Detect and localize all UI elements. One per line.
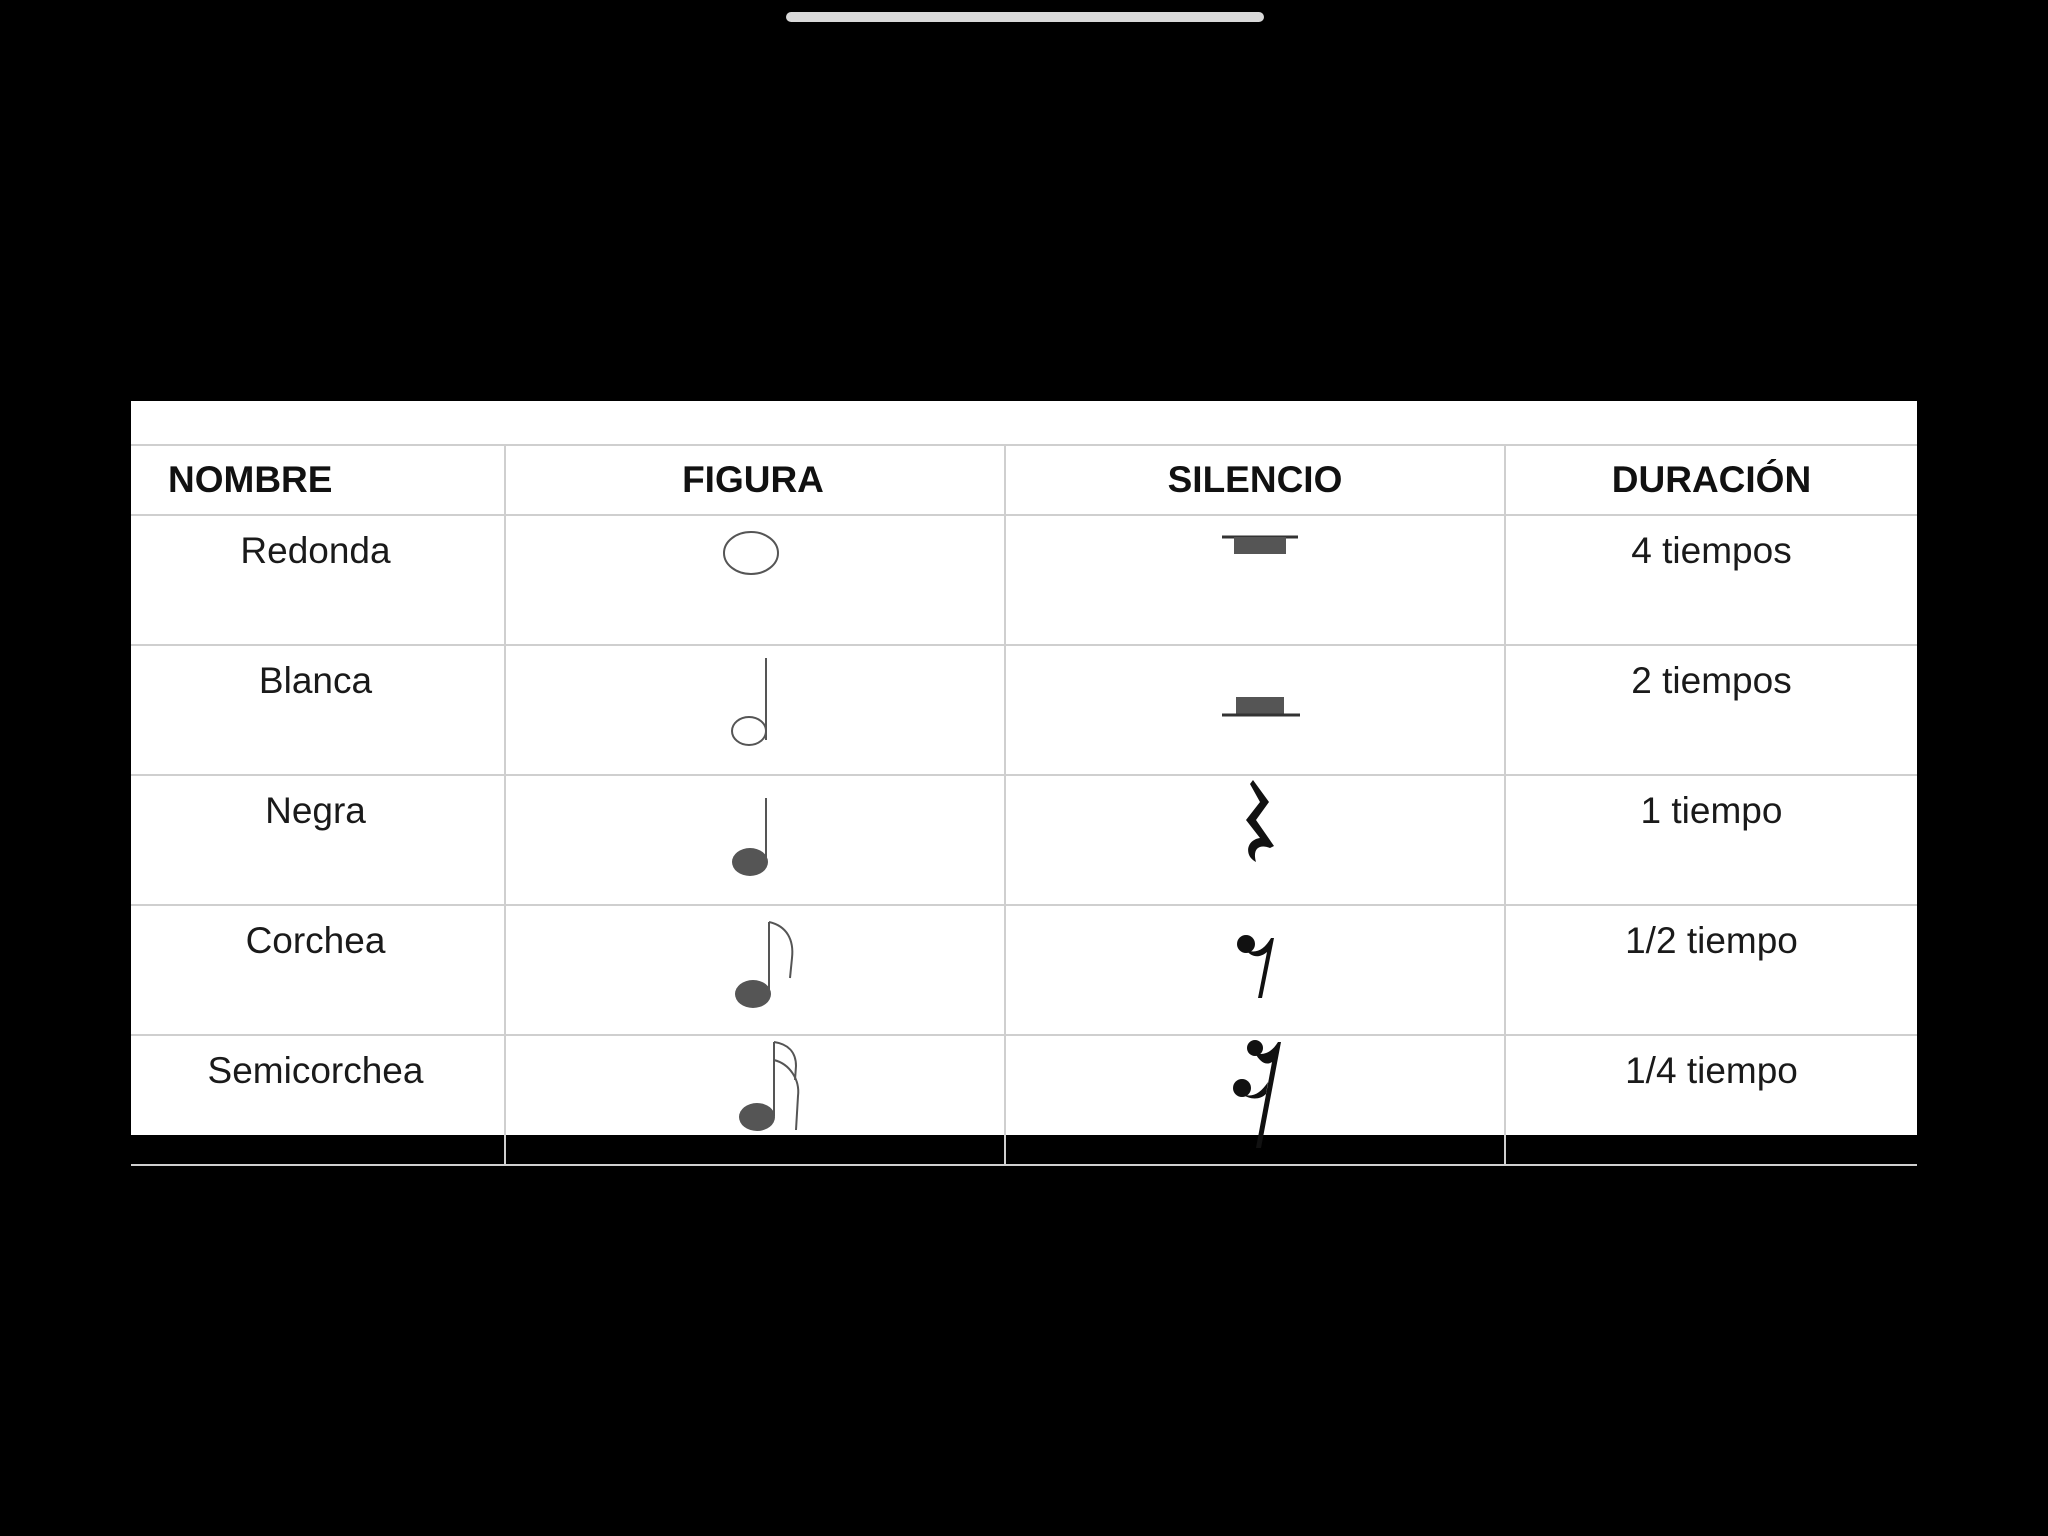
table-row <box>131 515 1917 645</box>
rest-cell <box>1005 515 1505 645</box>
eighth-rest-icon <box>1006 906 1506 1020</box>
duration-value: 4 tiempos <box>1505 515 1917 645</box>
sixteenth-rest-icon <box>1006 1036 1506 1150</box>
eighth-note-icon <box>506 906 1006 1020</box>
half-rest-icon <box>1006 646 1506 760</box>
duration-value: 1/4 tiempo <box>1505 1035 1917 1165</box>
figure-cell <box>505 515 1005 645</box>
table-row <box>131 775 1917 905</box>
note-name: Redonda <box>131 515 505 645</box>
duration-value: 1 tiempo <box>1505 775 1917 905</box>
note-name: Semicorchea <box>131 1035 505 1165</box>
note-values-table <box>131 444 1917 1166</box>
header-row <box>131 445 1917 515</box>
home-indicator[interactable] <box>786 12 1264 22</box>
figure-cell <box>505 645 1005 775</box>
figure-cell <box>505 905 1005 1035</box>
duration-value: 1/2 tiempo <box>1505 905 1917 1035</box>
rest-cell <box>1005 645 1505 775</box>
sixteenth-note-icon <box>506 1036 1006 1150</box>
figure-cell <box>505 1035 1005 1165</box>
note-values-sheet <box>131 401 1917 1135</box>
quarter-rest-icon <box>1006 776 1506 890</box>
rest-cell <box>1005 775 1505 905</box>
note-name: Negra <box>131 775 505 905</box>
table-row <box>131 645 1917 775</box>
duration-value: 2 tiempos <box>1505 645 1917 775</box>
header-silencio: SILENCIO <box>1005 445 1505 515</box>
header-nombre: NOMBRE <box>131 445 505 515</box>
table-row <box>131 1035 1917 1165</box>
figure-cell <box>505 775 1005 905</box>
half-note-icon <box>506 646 1006 760</box>
rest-cell <box>1005 905 1505 1035</box>
quarter-note-icon <box>506 776 1006 890</box>
note-name: Blanca <box>131 645 505 775</box>
whole-note-icon <box>506 516 1006 630</box>
whole-rest-icon <box>1006 516 1506 630</box>
rest-cell <box>1005 1035 1505 1165</box>
table-row <box>131 905 1917 1035</box>
header-figura: FIGURA <box>505 445 1005 515</box>
header-duracion: DURACIÓN <box>1505 445 1917 515</box>
note-name: Corchea <box>131 905 505 1035</box>
